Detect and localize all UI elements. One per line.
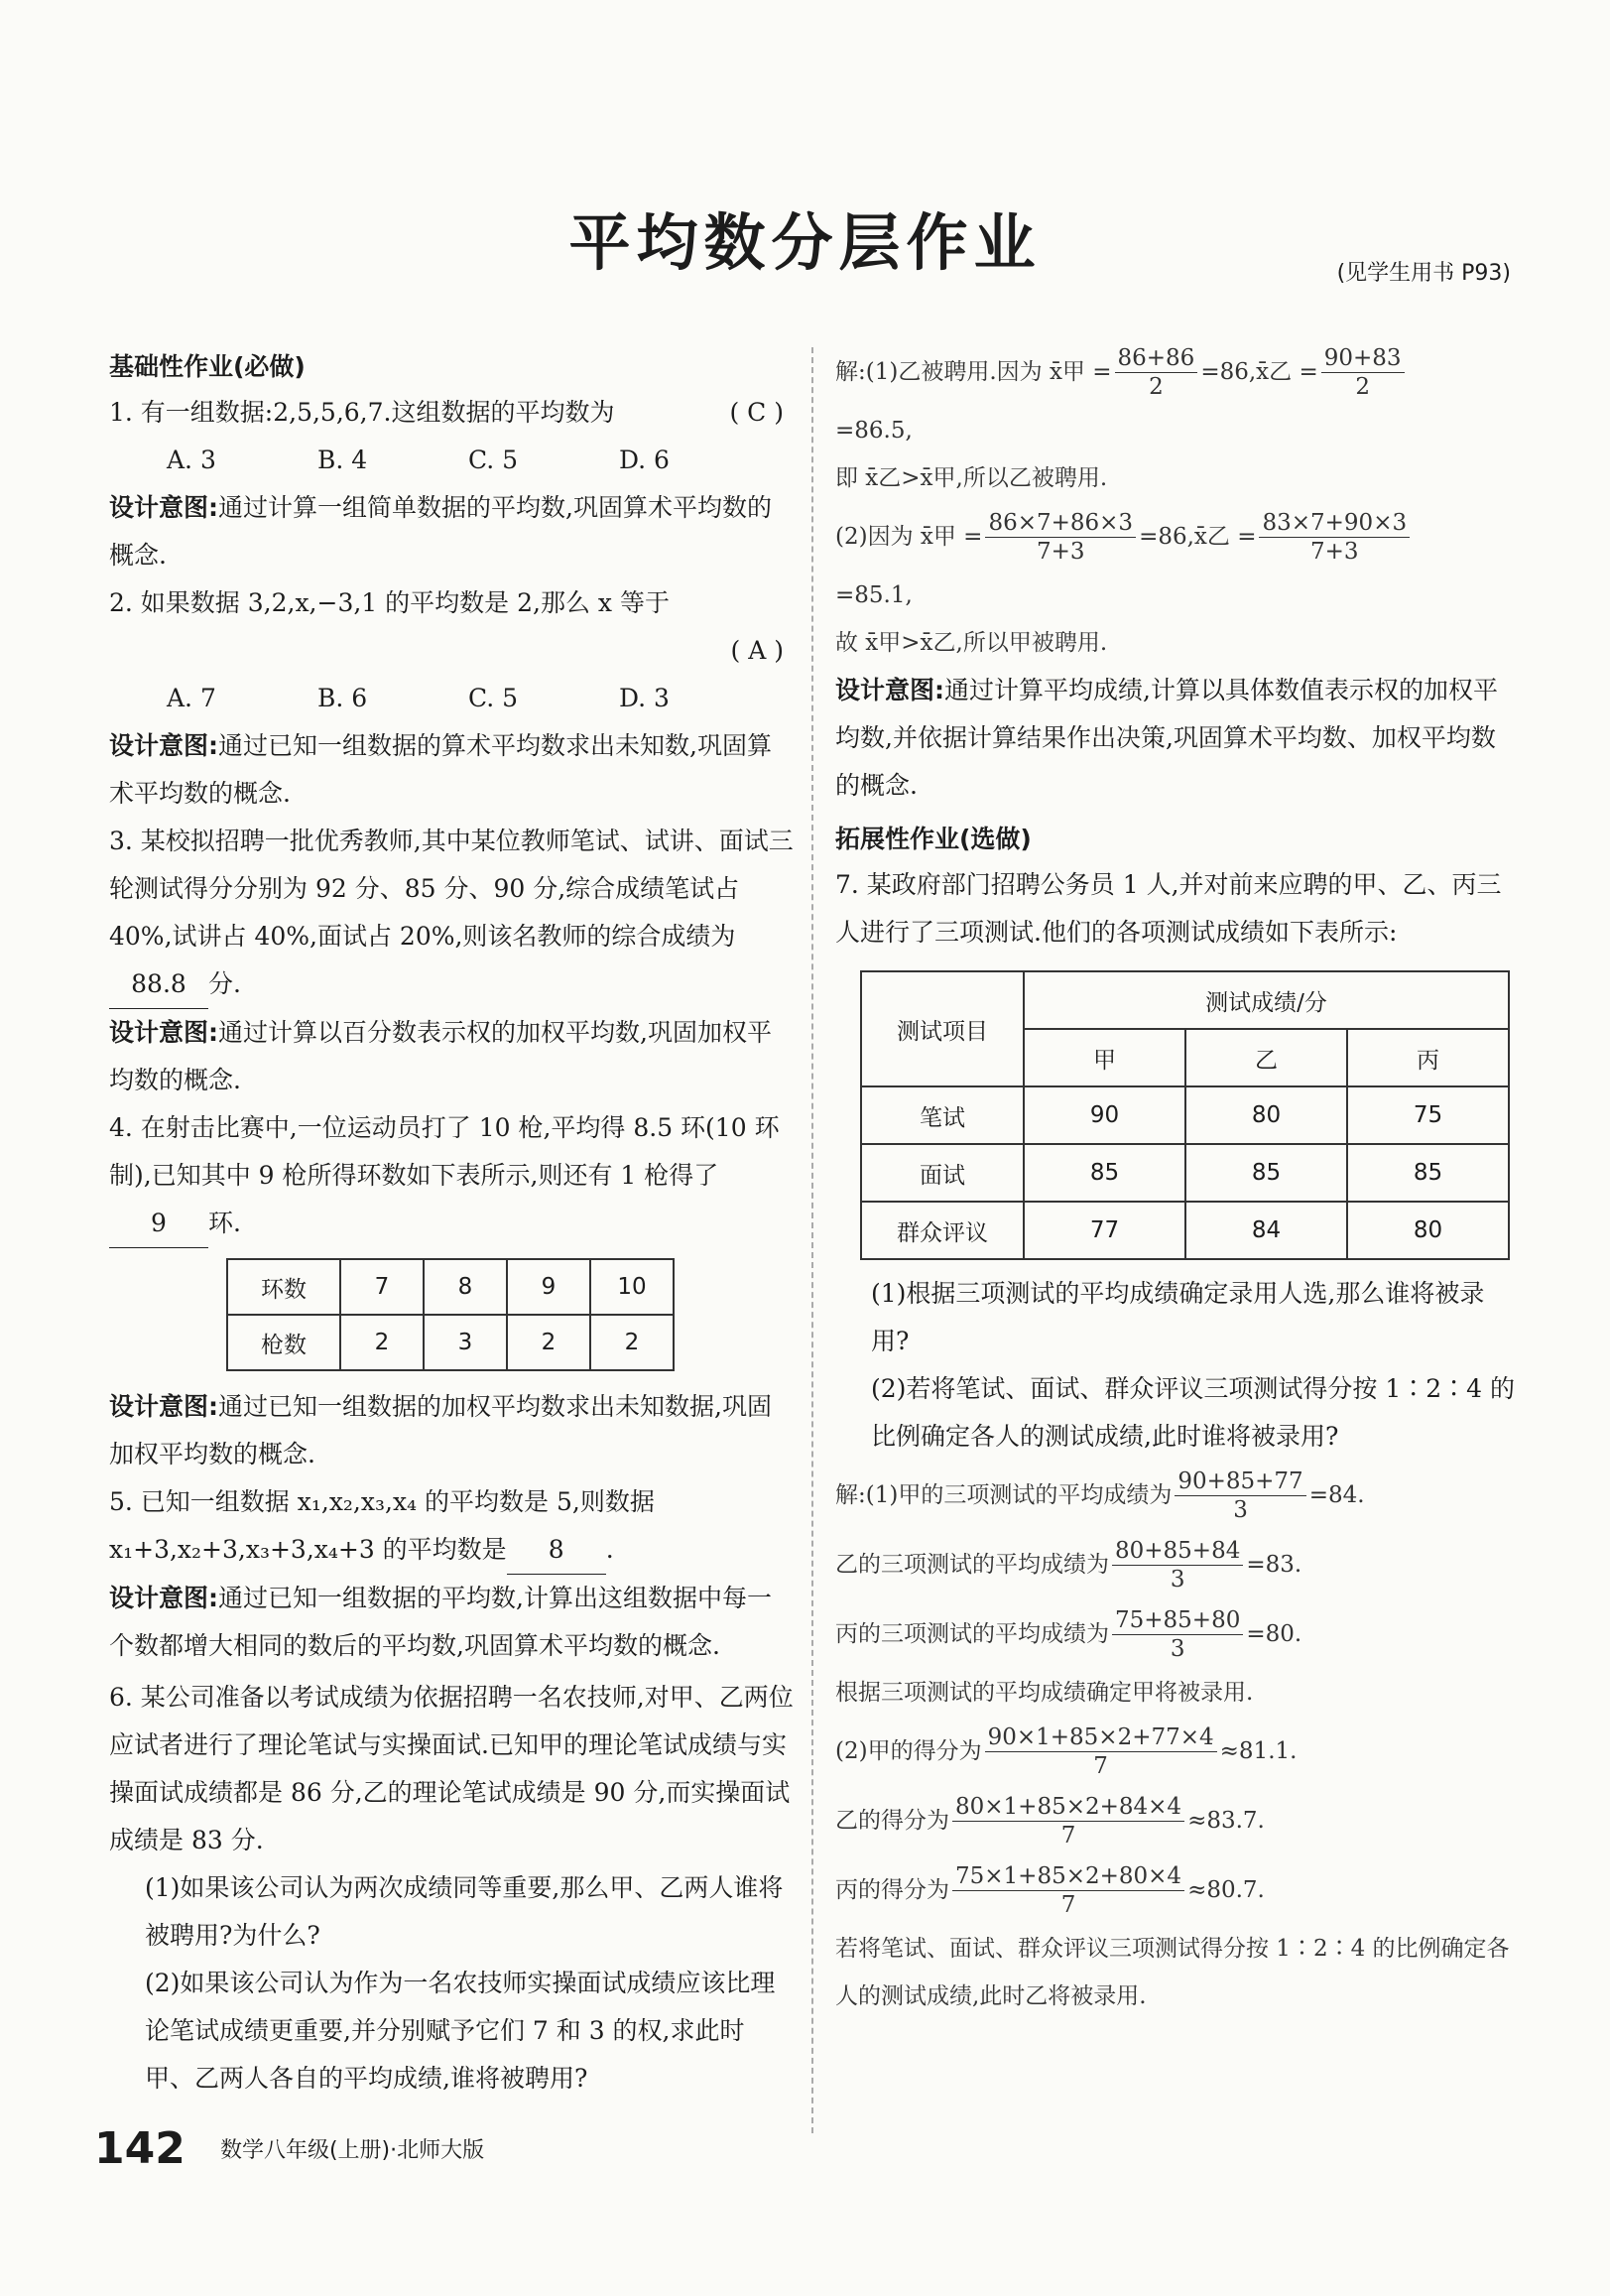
q3-stem: 3. 某校拟招聘一批优秀教师,其中某位教师笔试、试讲、面试三轮测试得分分别为 92 分、85 分、90 分,综合成绩笔试占 40%,试讲占 40%,面试占 20%,则该名教师的综合成绩为88.8 分.: [109, 818, 794, 1009]
table-cell: 75: [1347, 1086, 1509, 1144]
table-cell: 85: [1347, 1144, 1509, 1202]
left-column: [109, 337, 794, 2103]
q7-solution-b2: 乙的得分为 $\frac{80\times 1+85\times 2+84\times 4}{7}$ ≈83.7.: [835, 1793, 1265, 1849]
q7-solution-b1: (2)甲的得分为 $\frac{90\times 1+85\times 2+77\times 4}{7}$ ≈81.1.: [835, 1723, 1298, 1779]
q7-solution-b4: 若将笔试、面试、群众评议三项测试得分按 1∶2∶4 的比例确定各人的测试成绩,此时乙将被录用.: [835, 1936, 1510, 2009]
q2-answer: ( A ): [730, 636, 784, 665]
q5-stem: 5. 已知一组数据 x₁,x₂,x₃,x₄ 的平均数是 5,则数据 x₁+3,x₂+3,x₃+3,x₄+3 的平均数是 8 .: [109, 1478, 794, 1575]
q6-part2: (2)如果该公司认为作为一名农技师实操面试成绩应该比理论笔试成绩更重要,并分别赋予它们 7 和 3 的权,求此时甲、乙两人各自的平均成绩,谁将被聘用?: [145, 1969, 776, 2093]
q7-solution-a2: 乙的三项测试的平均成绩为 $\frac{80+85+84}{3}$ =83.: [835, 1537, 1302, 1593]
page-title: 平均数分层作业: [568, 206, 1042, 279]
q6-solution-2-result: =85.1,: [835, 582, 913, 608]
table-cell: 77: [1024, 1202, 1185, 1259]
table-cell: 枪数: [227, 1315, 340, 1370]
q6-intent: 设计意图:通过计算平均成绩,计算以具体数值表示权的加权平均数,并依据计算结果作出决策,巩固算术平均数、加权平均数的概念.: [835, 676, 1498, 800]
reference-note: (见学生用书 P93): [1336, 261, 1511, 286]
q4-table: [226, 1258, 675, 1371]
table-header: 乙: [1185, 1029, 1347, 1086]
q4-intent: 设计意图:通过已知一组数据的加权平均数求出未知数据,巩固加权平均数的概念.: [109, 1392, 772, 1468]
q7-part2: (2)若将笔试、面试、群众评议三项测试得分按 1∶2∶4 的比例确定各人的测试成绩,此时谁将被录用?: [871, 1374, 1516, 1451]
right-column: [835, 337, 1520, 2020]
q7-solution-a1: 解:(1)甲的三项测试的平均成绩为 $\frac{90+85+77}{3}$ =84.: [835, 1467, 1365, 1523]
table-cell: 8: [424, 1259, 507, 1315]
table-header: 丙: [1347, 1029, 1509, 1086]
q7-solution-b3: 丙的得分为 $\frac{75\times 1+85\times 2+80\times 4}{7}$ ≈80.7.: [835, 1862, 1265, 1918]
q6-solution-2-conclusion: 故 x̄甲>x̄乙,所以甲被聘用.: [835, 630, 1108, 656]
table-cell: 2: [507, 1315, 590, 1370]
q7-solution-a4: 根据三项测试的平均成绩确定甲将被录用.: [835, 1680, 1254, 1706]
table-header: 测试成绩/分: [1024, 971, 1509, 1029]
table-header: 甲: [1024, 1029, 1185, 1086]
section-extended-heading: 拓展性作业(选做): [835, 825, 1032, 853]
table-cell: 9: [507, 1259, 590, 1315]
table-cell: 2: [340, 1315, 424, 1370]
q1-options: A. 3 B. 4 C. 5 D. 6: [167, 446, 670, 474]
q6-solution-2: (2)因为 x̄甲 = $\frac{86\times 7+86\times 3}{7+3}$ =86,x̄乙 = $\frac{83\times 7+90\times 3}{7+3}$: [835, 502, 1520, 572]
q6-solution-1: 解:(1)乙被聘用.因为 x̄甲 = $\frac{86+86}{2}$ =86,x̄乙 = $\frac{90+83}{2}$: [835, 337, 1520, 407]
q7-solution-a3: 丙的三项测试的平均成绩为 $\frac{75+85+80}{3}$ =80.: [835, 1606, 1302, 1662]
q6-part1: (1)如果该公司认为两次成绩同等重要,那么甲、乙两人谁将被聘用?为什么?: [145, 1873, 784, 1950]
column-divider: [811, 347, 813, 2133]
table-cell: 85: [1024, 1144, 1185, 1202]
q3-intent: 设计意图:通过计算以百分数表示权的加权平均数,巩固加权平均数的概念.: [109, 1018, 772, 1094]
q6-stem: 6. 某公司准备以考试成绩为依据招聘一名农技师,对甲、乙两位应试者进行了理论笔试与实操面试.已知甲的理论笔试成绩与实操面试成绩都是 86 分,乙的理论笔试成绩是 90 分,而实操面试成绩是 83 分.: [109, 1683, 794, 1854]
q7-part1: (1)根据三项测试的平均成绩确定录用人选,那么谁将被录用?: [871, 1279, 1485, 1355]
page-number: 142: [94, 2123, 186, 2174]
book-title: 数学八年级(上册)·北师大版: [219, 2138, 485, 2163]
table-cell: 85: [1185, 1144, 1347, 1202]
q5-intent: 设计意图:通过已知一组数据的平均数,计算出这组数据中每一个数都增大相同的数后的平均数,巩固算术平均数的概念.: [109, 1584, 772, 1660]
footer: [94, 2123, 484, 2174]
table-cell: 环数: [227, 1259, 340, 1315]
table-cell: 84: [1185, 1202, 1347, 1259]
table-cell: 面试: [861, 1144, 1024, 1202]
q2-intent: 设计意图:通过已知一组数据的算术平均数求出未知数,巩固算术平均数的概念.: [109, 731, 772, 808]
q7-table: [860, 970, 1510, 1260]
q7-stem: 7. 某政府部门招聘公务员 1 人,并对前来应聘的甲、乙、丙三人进行了三项测试.他们的各项测试成绩如下表所示:: [835, 870, 1502, 947]
table-cell: 80: [1185, 1086, 1347, 1144]
table-cell: 7: [340, 1259, 424, 1315]
table-header: 测试项目: [861, 971, 1024, 1086]
q6-solution-1-conclusion: 即 x̄乙>x̄甲,所以乙被聘用.: [835, 465, 1108, 491]
table-cell: 群众评议: [861, 1202, 1024, 1259]
table-cell: 2: [590, 1315, 674, 1370]
table-cell: 10: [590, 1259, 674, 1315]
table-cell: 笔试: [861, 1086, 1024, 1144]
table-cell: 80: [1347, 1202, 1509, 1259]
q2-options: A. 7 B. 6 C. 5 D. 3: [167, 684, 670, 712]
table-cell: 90: [1024, 1086, 1185, 1144]
q4-stem: 4. 在射击比赛中,一位运动员打了 10 枪,平均得 8.5 环(10 环制),已知其中 9 枪所得环数如下表所示,则还有 1 枪得了9 环.: [109, 1104, 794, 1248]
section-basic-heading: 基础性作业(必做): [109, 352, 306, 381]
q2-stem: 2. 如果数据 3,2,x,−3,1 的平均数是 2,那么 x 等于: [109, 588, 670, 617]
q6-solution-1-result: =86.5,: [835, 418, 913, 444]
table-cell: 3: [424, 1315, 507, 1370]
q1-stem: 1. 有一组数据:2,5,5,6,7.这组数据的平均数为 ( C ): [109, 398, 784, 427]
q1-intent: 设计意图:通过计算一组简单数据的平均数,巩固算术平均数的概念.: [109, 493, 772, 570]
